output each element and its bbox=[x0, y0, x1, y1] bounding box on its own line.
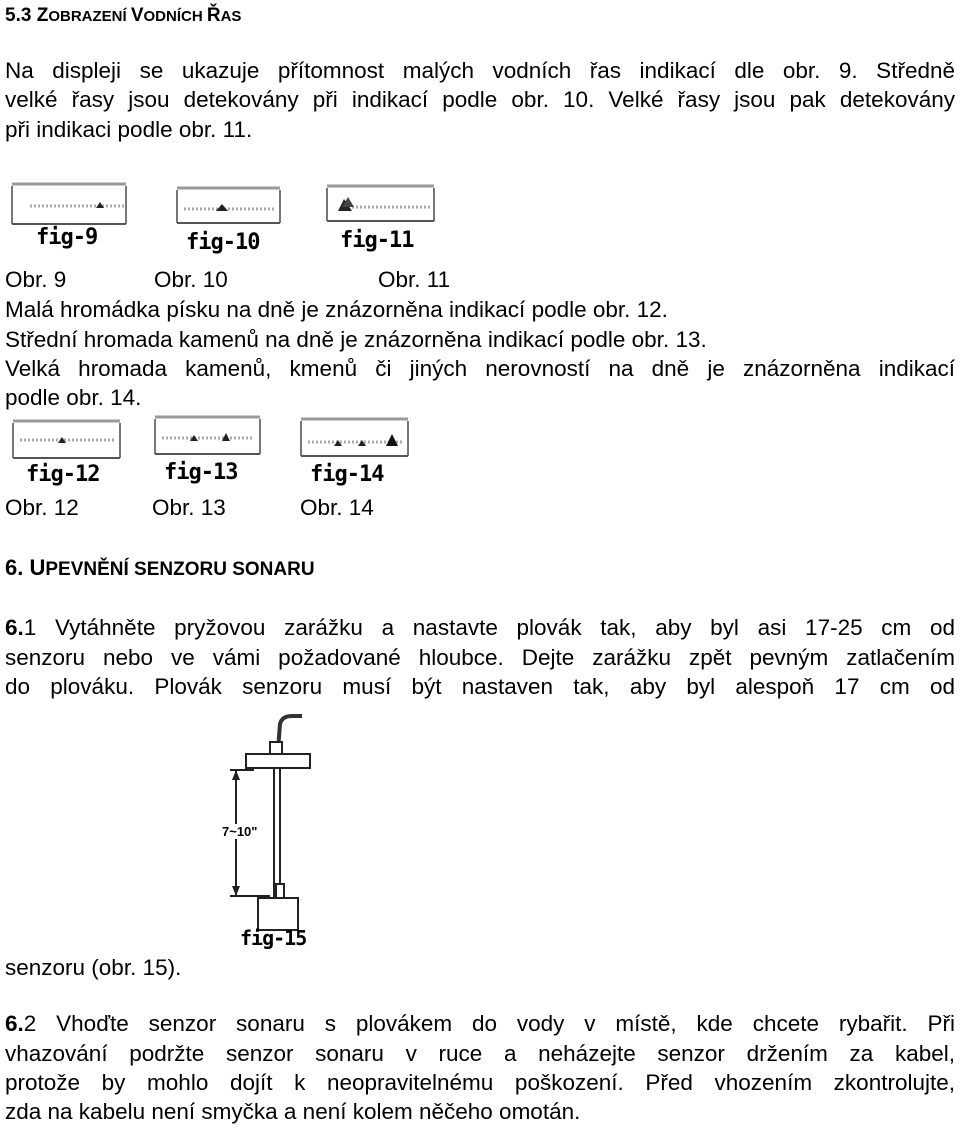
fig-14-display bbox=[300, 416, 410, 460]
caption-obr-14: Obr. 14 bbox=[300, 495, 374, 520]
fig-13-display bbox=[154, 414, 262, 458]
para-6-1-line-1: 6.1 Vytáhněte pryžovou zarážku a nastavte plovák tak, aby byl asi 17-25 cm od bbox=[5, 615, 955, 640]
intro-line-3: při indikaci podle obr. 11. bbox=[5, 117, 253, 142]
para-6-2-line-1: 6.2 Vhoďte senzor sonaru s plovákem do vody v místě, kde chcete rybařit. Při bbox=[5, 1011, 955, 1036]
caption-obr-11: Obr. 11 bbox=[378, 267, 451, 292]
text-line-14a: Velká hromada kamenů, kmenů či jiných nerovností na dně je znázorněna indikací bbox=[5, 356, 955, 381]
fig-12-display bbox=[12, 418, 122, 460]
para-6-1-line-3: do plováku. Plovák senzoru musí být nastaven tak, aby byl alespoň 17 cm od bbox=[5, 674, 955, 699]
para-6-2-line-4: zda na kabelu není smyčka a není kolem něčeho omotán. bbox=[5, 1099, 581, 1124]
caption-obr-13: Obr. 13 bbox=[152, 495, 226, 520]
text-line-13: Střední hromada kamenů na dně je znázorněna indikací podle obr. 13. bbox=[5, 327, 707, 352]
fig-11-label: fig-11 bbox=[340, 228, 414, 253]
text-line-14b: podle obr. 14. bbox=[5, 385, 142, 410]
para-6-1-line-4: senzoru (obr. 15). bbox=[5, 955, 182, 980]
para-6-2-line-2: vhazování podržte senzor sonaru v ruce a neházejte senzor držením za kabel, bbox=[5, 1041, 955, 1066]
para-6-2-line-3: protože by mohlo dojít k neopravitelnému poškození. Před vhozením zkontrolujte, bbox=[5, 1070, 955, 1095]
fig-15-label: fig-15 bbox=[240, 926, 307, 950]
fig-13-label: fig-13 bbox=[164, 460, 238, 485]
caption-obr-12: Obr. 12 bbox=[5, 495, 79, 520]
intro-line-1: Na displeji se ukazuje přítomnost malých vodních řas indikací dle obr. 9. Středně bbox=[5, 58, 955, 83]
fig-10-label: fig-10 bbox=[186, 230, 260, 255]
fig-15-dimension: 7~10" bbox=[222, 824, 258, 839]
fig-9-label: fig-9 bbox=[36, 225, 98, 250]
fig-10-display bbox=[176, 185, 282, 227]
intro-line-2: velké řasy jsou detekovány při indikací podle obr. 10. Velké řasy jsou pak detekovány bbox=[5, 87, 955, 112]
fig-11-display bbox=[326, 183, 436, 225]
fig-9-display bbox=[10, 180, 130, 230]
caption-obr-10: Obr. 10 bbox=[154, 267, 228, 292]
section-heading-6: 6. UPEVNĚNÍ SENZORU SONARU bbox=[5, 555, 315, 580]
fig-12-label: fig-12 bbox=[26, 462, 100, 487]
section-heading-5-3: 5.3 ZOBRAZENÍ VODNÍCH ŘAS bbox=[5, 5, 242, 26]
text-line-12: Malá hromádka písku na dně je znázorněna indikací podle obr. 12. bbox=[5, 297, 668, 322]
para-6-1-line-2: senzoru nebo ve vámi požadované hloubce. Dejte zarážku zpět pevným zatlačením bbox=[5, 645, 955, 670]
fig-14-label: fig-14 bbox=[310, 462, 384, 487]
caption-obr-9: Obr. 9 bbox=[5, 267, 67, 292]
